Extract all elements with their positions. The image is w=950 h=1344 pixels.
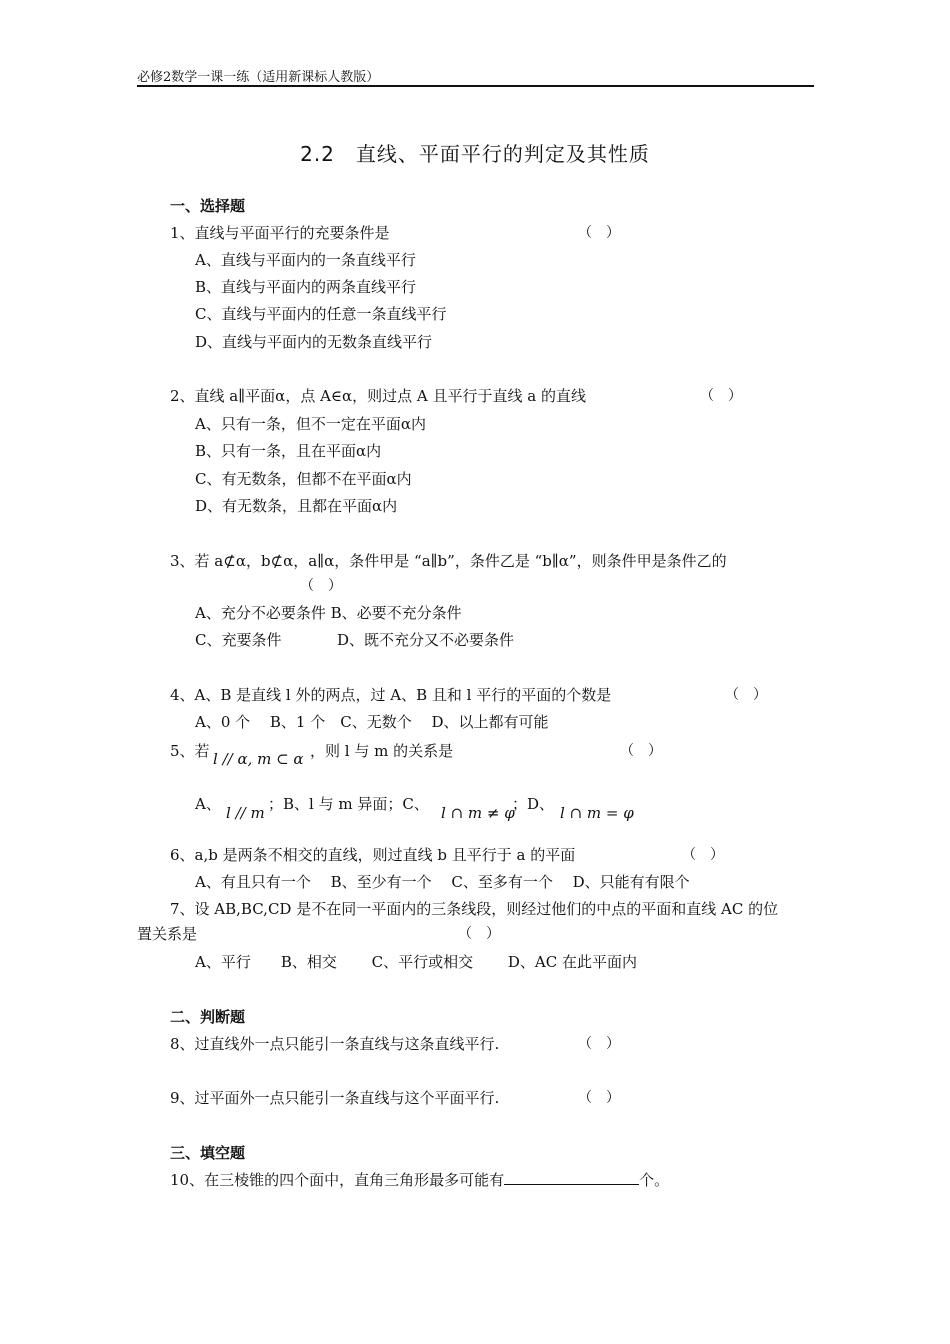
question-3-option-ab: A、充分不必要条件 B、必要不充分条件 [195,604,462,622]
question-5-condition-formula: l // α, m ⊂ α [213,750,304,768]
question-7-stem-line2: 置关系是 [137,925,198,943]
question-7-options: A、平行 B、相交 C、平行或相交 D、AC 在此平面内 [195,953,637,971]
document-title: 2.2 直线、平面平行的判定及其性质 [300,142,650,166]
question-1-stem: 1、直线与平面平行的充要条件是 [170,224,390,242]
question-7-answer-paren: （ ） [458,926,500,942]
question-5-stem-end: ，则 l 与 m 的关系是 [310,742,454,760]
question-6-answer-paren: （ ） [682,847,724,863]
question-1-answer-paren: （ ） [578,225,620,241]
question-2-option-d: D、有无数条，且都在平面α内 [195,497,398,515]
question-9-stem: 9、过平面外一点只能引一条直线与这个平面平行. [170,1089,500,1107]
question-10-answer-blank[interactable] [504,1170,639,1185]
question-4-answer-paren: （ ） [725,687,767,703]
header-rule [137,85,814,87]
question-2-answer-paren: （ ） [700,388,742,404]
question-5-option-a-formula: l // m [226,804,265,822]
question-1-option-b: B、直线与平面内的两条直线平行 [195,278,417,296]
question-3-stem: 3、若 a⊄α，b⊄α，a∥α，条件甲是 “a∥b”，条件乙是 “b∥α”，则条件甲是条件乙的 [170,552,727,570]
question-10-stem: 10、在三棱锥的四个面中，直角三角形最多可能有 [170,1171,505,1189]
question-2-stem: 2、直线 a∥平面α，点 A∈α，则过点 A 且平行于直线 a 的直线 [170,387,586,405]
question-3-answer-paren: （ ） [300,578,342,594]
question-6-options: A、有且只有一个 B、至少有一个 C、至多有一个 D、只能有有限个 [195,873,690,891]
question-5-option-d-label: ；D、 [512,795,555,813]
question-5-option-d-formula: l ∩ m = φ [560,804,634,822]
question-5-answer-paren: （ ） [620,743,662,759]
question-8-stem: 8、过直线外一点只能引一条直线与这条直线平行. [170,1035,500,1053]
question-1-option-c: C、直线与平面内的任意一条直线平行 [195,305,447,323]
page-header: 必修2数学一课一练（适用新课标人教版） [137,70,380,85]
section-choice-heading: 一、选择题 [170,197,246,215]
question-1-option-a: A、直线与平面内的一条直线平行 [195,251,416,269]
question-4-stem: 4、A、B 是直线 l 外的两点，过 A、B 且和 l 平行的平面的个数是 [170,686,612,704]
question-5-option-c-formula: l ∩ m ≠ φ [441,804,515,822]
question-1-option-d: D、直线与平面内的无数条直线平行 [195,333,433,351]
question-5-option-a-label: A、 [195,795,221,813]
question-2-option-b: B、只有一条，且在平面α内 [195,442,382,460]
question-10 [170,1169,669,1190]
question-3-option-c: C、充要条件 [195,631,282,649]
question-2-option-a: A、只有一条，但不一定在平面α内 [195,415,426,433]
question-3-option-d: D、既不充分又不必要条件 [337,631,515,649]
question-6-stem: 6、a,b 是两条不相交的直线，则过直线 b 且平行于 a 的平面 [170,846,576,864]
question-2-option-c: C、有无数条，但都不在平面α内 [195,470,412,488]
question-10-suffix: 个。 [639,1171,670,1189]
question-9-answer-paren: （ ） [578,1090,620,1106]
question-7-stem-line1: 7、设 AB,BC,CD 是不在同一平面内的三条线段，则经过他们的中点的平面和直线 AC 的位 [170,900,779,918]
section-fill-blank-heading: 三、填空题 [170,1144,246,1162]
question-8-answer-paren: （ ） [578,1036,620,1052]
question-4-options: A、0 个 B、1 个 C、无数个 D、以上都有可能 [195,713,549,731]
section-judgement-heading: 二、判断题 [170,1008,246,1026]
question-5-option-b-c-label: ；B、l 与 m 异面；C、 [268,795,429,813]
question-5-stem-start: 5、若 [170,742,210,760]
